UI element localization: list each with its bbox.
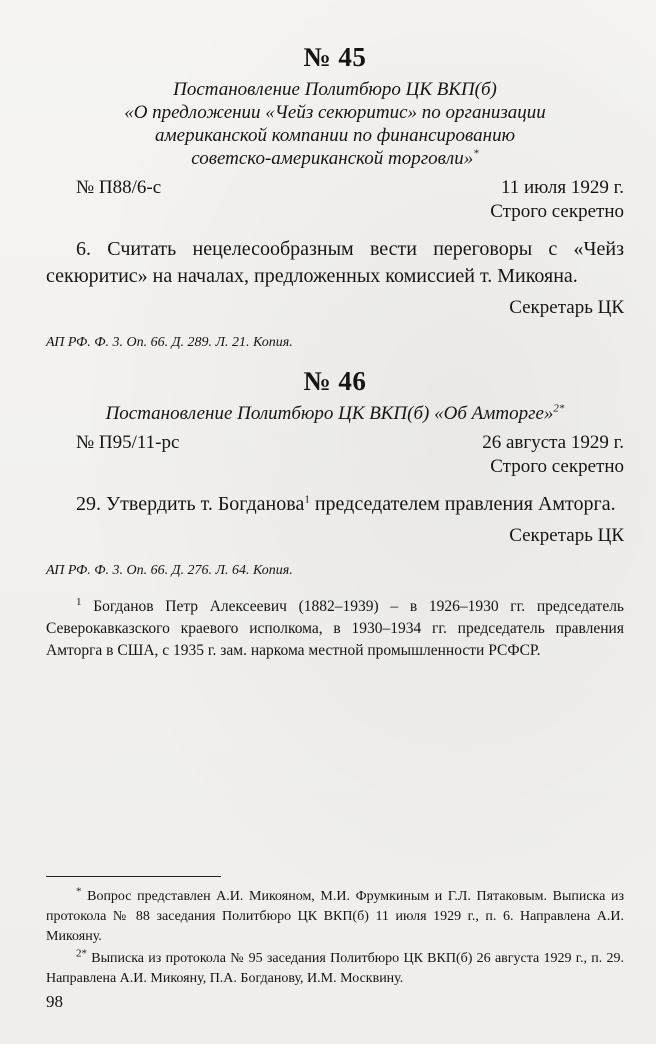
footnote-text: Богданов Петр Алексеевич (1882–1939) – в 1926–1930 гг. председатель Северокавказского краевого исполкома, в 1930–1934 гг. председатель правления Амторга в США, с 1935 г. зам. наркома местной промышленности РСФСР. [46,598,624,659]
protocol-number: № П95/11-рс [76,432,180,453]
document-number: № 45 [303,42,367,72]
title-line-text: советско-американской торговли» [191,148,474,169]
title-line [54,147,616,170]
endnote-marker: 2* [553,402,565,415]
endnote-text: Вопрос представлен А.И. Микояном, М.И. Фрумкиным и Г.Л. Пятаковым. Выписка из протокола № 88 заседания Политбюро ЦК ВКП(б) 11 июля 1929 г., п. 6. Направлена А.И. Микояну. [46,889,624,944]
endnote [46,887,624,947]
endnote [46,949,624,989]
document-title [54,78,616,170]
document-date: 11 июля 1929 г. [500,177,624,198]
footnote-marker: 1 [76,595,82,608]
title-line: «О предложении «Чейз секюритис» по организации [124,102,546,123]
protocol-number: № П88/6-с [76,177,162,198]
protocol-row [46,431,624,455]
decree-part: 29. Утвердить т. Богданова [76,493,305,515]
endnote-text: Выписка из протокола № 95 заседания Политбюро ЦК ВКП(б) 26 августа 1929 г., п. 29. Направлена А.И. Микояну, П.А. Богданову, И.М. Москвину. [46,951,624,986]
spacer [46,352,624,364]
document-number: № 46 [303,366,367,396]
endnote-marker: * [76,885,82,898]
decree-text [46,491,624,518]
protocol-row [46,176,624,200]
secrecy-mark: Строго секретно [490,201,624,222]
secrecy-mark: Строго секретно [490,456,624,477]
title-line: Постановление Политбюро ЦК ВКП(б) [173,79,497,100]
decree-text: 6. Считать нецелесообразным вести переговоры с «Чейз секюритис» на началах, предложенных комиссией т. Микояна. [46,238,624,287]
page-number: 98 [46,992,63,1011]
document-date: 26 августа 1929 г. [482,432,624,453]
endnote-marker: * [473,147,479,160]
signature: Секретарь ЦК [509,297,624,318]
archive-source: АП РФ. Ф. 3. Оп. 66. Д. 276. Л. 64. Копия. [46,563,293,578]
decree-part: председателем правления Амторга. [309,493,616,515]
document-title [54,402,616,425]
endnote-marker: 2* [76,947,87,960]
title-line: американской компании по финансированию [155,125,515,146]
signature: Секретарь ЦК [509,525,624,546]
document-45 [46,40,624,352]
footnote [46,596,624,662]
title-text: Постановление Политбюро ЦК ВКП(б) «Об Амторге» [105,403,554,424]
footnote-marker: 1 [304,493,310,506]
endnote-divider [46,876,221,877]
page-content [46,40,624,989]
archive-source: АП РФ. Ф. 3. Оп. 66. Д. 289. Л. 21. Копия. [46,335,293,350]
document-46 [46,364,624,580]
